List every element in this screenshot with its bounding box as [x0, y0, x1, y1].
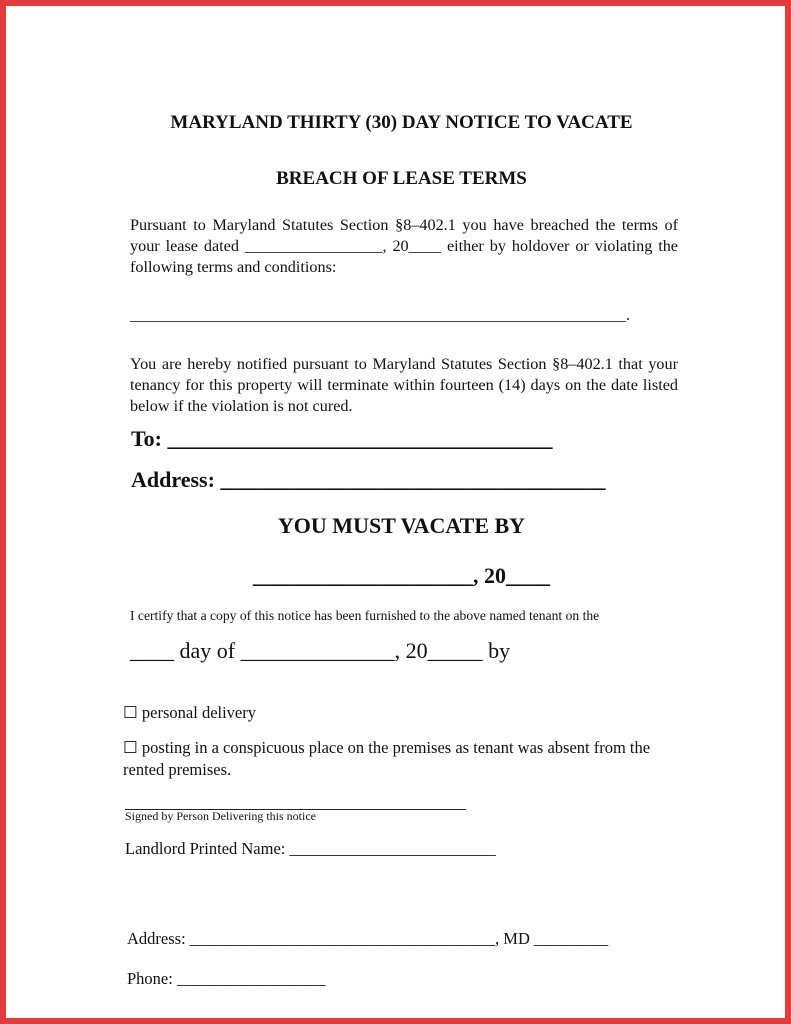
landlord-address-line: Address: _____________________________________, MD _________ — [127, 929, 609, 948]
certify-text: I certify that a copy of this notice has been furnished to the above named tenant on the — [130, 608, 600, 623]
tenant-address-line: Address: ___________________________________ — [131, 467, 606, 492]
posting-option: ☐ posting in a conspicuous place on the premises as tenant was absent from the rented premises. — [123, 738, 651, 779]
phone-line: Phone: __________________ — [127, 969, 326, 988]
termination-paragraph: You are hereby notified pursuant to Maryland Statutes Section §8–402.1 that your tenancy for this property will terminate within fourteen (14) days on the date listed below if the violation is not cured. — [130, 355, 678, 415]
document-title: MARYLAND THIRTY (30) DAY NOTICE TO VACATE — [170, 112, 633, 133]
breach-paragraph: Pursuant to Maryland Statutes Section §8–402.1 you have breached the terms of your lease dated _________________, 20____ either by holdover or violating the following terms and conditions: — [130, 216, 678, 276]
landlord-name-line: Landlord Printed Name: _________________________ — [125, 839, 496, 858]
terms-blank-line: ______________________________________________________________. — [130, 307, 630, 324]
signature-label: Signed by Person Delivering this notice — [125, 809, 316, 823]
vacate-heading: YOU MUST VACATE BY — [277, 513, 526, 538]
to-field-line: To: ___________________________________ — [131, 426, 553, 451]
vacate-date-line: ____________________, 20____ — [253, 563, 550, 588]
personal-delivery-option: ☐ personal delivery — [123, 703, 256, 722]
day-of-line: ____ day of ______________, 20_____ by — [130, 638, 511, 663]
document-subtitle: BREACH OF LEASE TERMS — [276, 168, 527, 189]
